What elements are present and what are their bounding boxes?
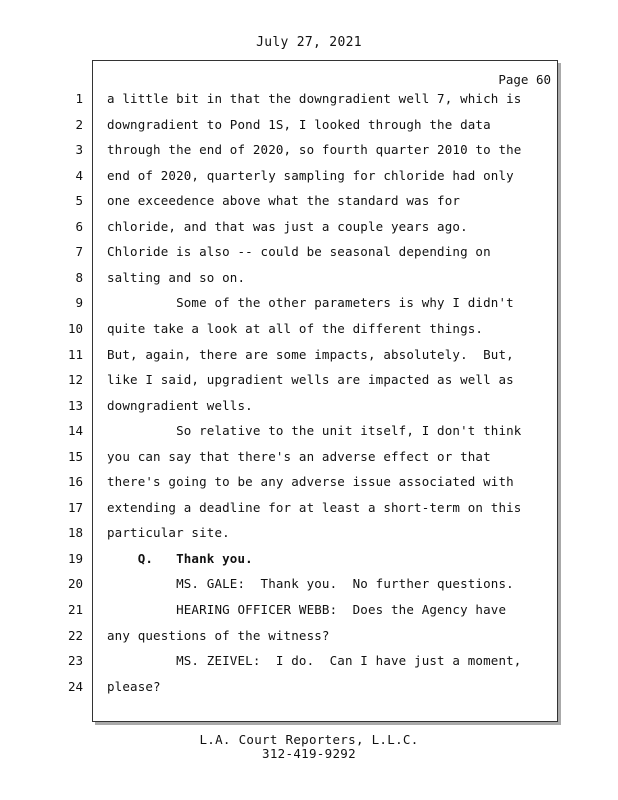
line-number: 15 xyxy=(67,448,83,464)
transcript-line xyxy=(75,91,613,116)
transcript-line xyxy=(67,550,613,576)
line-text: downgradient wells. xyxy=(107,397,253,413)
line-text: HEARING OFFICER WEBB: Does the Agency have xyxy=(107,602,507,617)
line-text: a little bit in that the downgradient well 7, which is xyxy=(107,91,522,106)
line-number: 4 xyxy=(75,167,83,183)
line-text: through the end of 2020, so fourth quarter 2010 to the xyxy=(107,142,522,158)
transcript-line xyxy=(75,193,613,218)
line-text: Some of the other parameters is why I didn't xyxy=(107,295,514,311)
reporter-phone: 312-419-9292 xyxy=(262,746,356,761)
line-text: end of 2020, quarterly sampling for chloride had only xyxy=(107,167,514,183)
line-number: 11 xyxy=(67,346,83,362)
line-number: 12 xyxy=(67,372,83,388)
line-number: 10 xyxy=(67,320,83,336)
transcript-date: July 27, 2021 xyxy=(256,35,362,50)
transcript-line xyxy=(67,499,613,525)
transcript-line xyxy=(67,372,613,397)
line-number: 13 xyxy=(67,397,83,413)
line-text: extending a deadline for at least a short-term on this xyxy=(107,499,522,515)
transcript-line xyxy=(75,269,613,295)
transcript-line xyxy=(67,678,613,704)
page-number: Page 60 xyxy=(498,72,551,87)
transcript-line xyxy=(67,602,613,627)
line-text: salting and so on. xyxy=(107,269,246,285)
line-text: Q. Thank you. xyxy=(107,550,253,566)
line-number: 23 xyxy=(67,653,83,669)
reporter-company: L.A. Court Reporters, L.L.C. xyxy=(199,732,419,747)
line-number: 21 xyxy=(67,602,83,617)
transcript-line xyxy=(75,142,613,167)
line-number: 20 xyxy=(67,576,83,592)
transcript-line xyxy=(67,320,613,346)
line-text: downgradient to Pond 1S, I looked through the data xyxy=(107,116,491,132)
transcript-page-frame xyxy=(67,60,558,722)
line-text: But, again, there are some impacts, absolutely. But, xyxy=(107,346,514,362)
line-number: 6 xyxy=(75,218,83,234)
line-number: 14 xyxy=(67,423,83,439)
transcript-line xyxy=(67,525,613,550)
line-text: quite take a look at all of the different things. xyxy=(107,320,484,336)
line-number: 16 xyxy=(67,474,83,490)
line-text: please? xyxy=(107,678,161,694)
line-number: 8 xyxy=(75,269,83,285)
transcript-line xyxy=(67,627,613,653)
line-text: particular site. xyxy=(107,525,230,541)
line-number: 2 xyxy=(75,116,83,132)
line-text: chloride, and that was just a couple years ago. xyxy=(107,218,468,234)
transcript-line xyxy=(75,244,613,269)
line-number: 24 xyxy=(67,678,83,694)
line-number: 19 xyxy=(67,550,83,566)
footer xyxy=(0,733,618,761)
line-text: MS. GALE: Thank you. No further questions. xyxy=(107,576,514,592)
transcript-line xyxy=(75,218,613,244)
line-text: you can say that there's an adverse effect or that xyxy=(107,448,491,464)
line-text: there's going to be any adverse issue associated with xyxy=(107,474,514,490)
line-text: So relative to the unit itself, I don't think xyxy=(107,423,522,439)
transcript-line xyxy=(67,423,613,448)
line-number: 22 xyxy=(67,627,83,643)
line-number: 17 xyxy=(67,499,83,515)
transcript-line xyxy=(75,295,613,320)
transcript-line xyxy=(67,346,613,372)
transcript-line xyxy=(67,474,613,499)
line-text: MS. ZEIVEL: I do. Can I have just a moment, xyxy=(107,653,522,669)
line-number: 7 xyxy=(75,244,83,260)
transcript-line xyxy=(67,653,613,678)
line-number: 1 xyxy=(75,91,83,106)
transcript-line xyxy=(67,397,613,423)
transcript-line xyxy=(67,448,613,474)
line-text: one exceedence above what the standard was for xyxy=(107,193,461,209)
transcript-line xyxy=(75,116,613,142)
line-text: like I said, upgradient wells are impacted as well as xyxy=(107,372,514,388)
line-number: 5 xyxy=(75,193,83,209)
transcript-line xyxy=(67,576,613,601)
line-text: any questions of the witness? xyxy=(107,627,330,643)
transcript-line xyxy=(75,167,613,193)
line-number: 3 xyxy=(75,142,83,158)
line-number: 18 xyxy=(67,525,83,541)
line-text: Chloride is also -- could be seasonal depending on xyxy=(107,244,491,260)
line-number: 9 xyxy=(75,295,83,311)
